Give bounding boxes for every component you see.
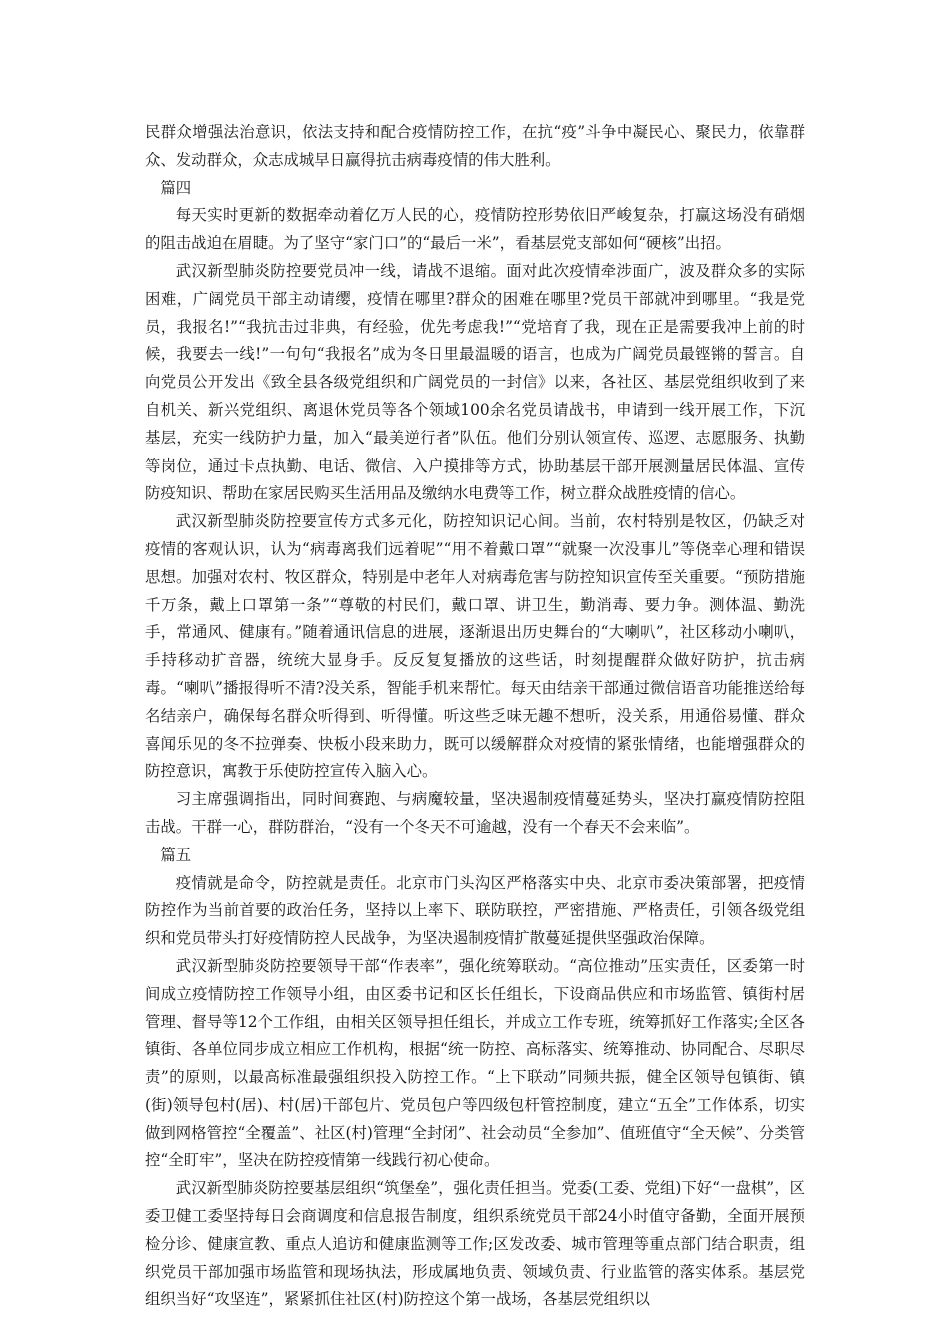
- paragraph: 武汉新型肺炎防控要党员冲一线，请战不退缩。面对此次疫情牵涉面广，波及群众多的实际困难，广阔党员干部主动请缨，疫情在哪里?群众的困难在哪里?党员干部就冲到哪里。“我是党员，我报名!”“我抗击过非典，有经验，优先考虑我!”“党培育了我，现在正是需要我冲上前的时候，我要去一线!”一句句“我报名”成为冬日里最温暖的语言，也成为广阔党员最铿锵的誓言。自向党员公开发出《致全县各级党组织和广阔党员的一封信》以来，各社区、基层党组织收到了来自机关、新兴党组织、离退休党员等各个领域100余名党员请战书，申请到一线开展工作，下沉基层，充实一线防护力量，加入“最美逆行者”队伍。他们分别认领宣传、巡逻、志愿服务、执勤等岗位，通过卡点执勤、电话、微信、入户摸排等方式，协助基层干部开展测量居民体温、宣传防疫知识、帮助在家居民购买生活用品及缴纳水电费等工作，树立群众战胜疫情的信心。: [145, 261, 805, 503]
- paragraph: 疫情就是命令，防控就是责任。北京市门头沟区严格落实中央、北京市委决策部署，把疫情防控作为当前首要的政治任务，坚持以上率下、联防联控，严密措施、严格责任，引领各级党组织和党员带头打好疫情防控人民战争，为坚决遏制疫情扩散蔓延提供坚强政治保障。: [145, 873, 805, 948]
- paragraph: 武汉新型肺炎防控要领导干部“作表率”，强化统筹联动。“高位推动”压实责任，区委第一时间成立疫情防控工作领导小组，由区委书记和区长任组长，下设商品供应和市场监管、镇街村居管理、督导等12个工作组，由相关区领导担任组长，并成立工作专班，统筹抓好工作落实;全区各镇街、各单位同步成立相应工作机构，根据“统一防控、高标落实、统筹推动、协同配合、尽职尽责”的原则，以最高标准最强组织投入防控工作。“上下联动”同频共振，健全区领导包镇街、镇(街)领导包村(居)、村(居)干部包片、党员包户等四级包杆管控制度，建立“五全”工作体系，切实做到网格管控“全覆盖”、社区(村)管理“全封闭”、社会动员“全参加”、值班值守“全天候”、分类管控“全盯牢”，坚决在防控疫情第一线践行初心使命。: [145, 956, 805, 1170]
- paragraph: 武汉新型肺炎防控要宣传方式多元化，防控知识记心间。当前，农村特别是牧区，仍缺乏对疫情的客观认识，认为“病毒离我们远着呢”“用不着戴口罩”“就聚一次没事儿”等侥幸心理和错误思想。加强对农村、牧区群众，特别是中老年人对病毒危害与防控知识宣传至关重要。“预防措施千万条，戴上口罩第一条”“尊敬的村民们，戴口罩、讲卫生，勤消毒、要力争。测体温、勤洗手，常通风、健康有。”随着通讯信息的进展，逐渐退出历史舞台的“大喇叭”，社区移动小喇叭，手持移动扩音器，统统大显身手。反反复复播放的这些话，时刻提醒群众做好防护，抗击病毒。“喇叭”播报得听不清?没关系，智能手机来帮忙。每天由结亲干部通过微信语音功能推送给每名结亲户，确保每名群众听得到、听得懂。听这些乏味无趣不想听，没关系，用通俗易懂、群众喜闻乐见的冬不拉弹奏、快板小段来助力，既可以缓解群众对疫情的紧张情绪，也能增强群众的防控意识，寓教于乐使防控宣传入脑入心。: [145, 512, 805, 781]
- paragraph: 习主席强调指出，同时间赛跑、与病魔较量，坚决遏制疫情蔓延势头，坚决打赢疫情防控阻击战。干群一心，群防群治，“没有一个冬天不可逾越，没有一个春天不会来临”。: [145, 790, 805, 836]
- document-body: [145, 119, 805, 1314]
- section-heading-4: 篇四: [160, 178, 192, 197]
- paragraph: 武汉新型肺炎防控要基层组织“筑堡垒”，强化责任担当。党委(工委、党组)下好“一盘棋”，区委卫健工委坚持每日会商调度和信息报告制度，组织系统党员干部24小时值守备勤，全面开展预检分诊、健康宣教、重点人追访和健康监测等工作;区发改委、城市管理等重点部门结合职责，组织党员干部加强市场监管和现场执法，形成属地负责、领域负责、行业监管的落实体系。基层党组织当好“攻坚连”，紧紧抓住社区(村)防控这个第一战场，各基层党组织以: [145, 1179, 805, 1309]
- section-heading-5: 篇五: [160, 845, 192, 864]
- paragraph-continuation: 民群众增强法治意识，依法支持和配合疫情防控工作，在抗“疫”斗争中凝民心、聚民力，依靠群众、发动群众，众志成城早日赢得抗击病毒疫情的伟大胜利。: [145, 123, 805, 169]
- paragraph: 每天实时更新的数据牵动着亿万人民的心，疫情防控形势依旧严峻复杂，打赢这场没有硝烟的阻击战迫在眉睫。为了坚守“家门口”的“最后一米”，看基层党支部如何“硬核”出招。: [145, 206, 805, 253]
